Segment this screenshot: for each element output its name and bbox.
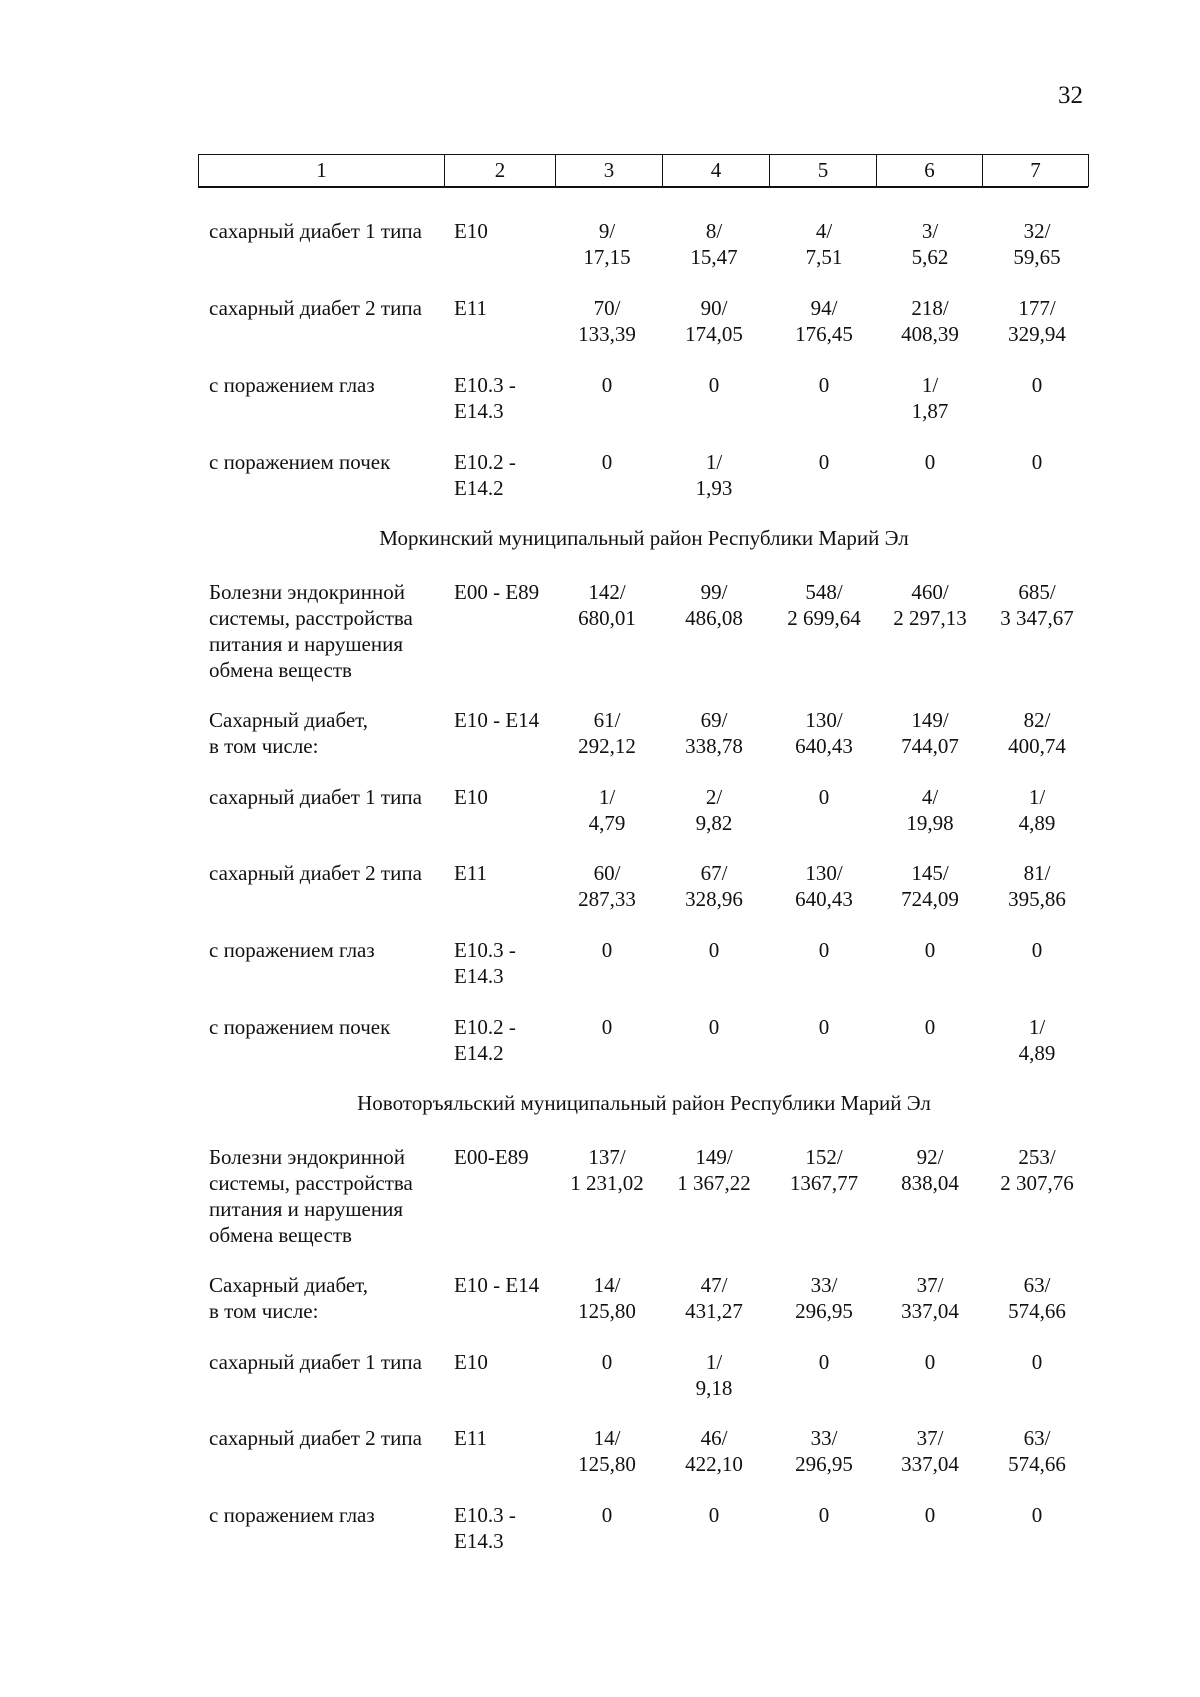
value-col-7: 1/ 4,89 [1018, 785, 1056, 835]
header-col-6: 6 [877, 155, 983, 187]
row-name: с поражением почек [209, 1015, 391, 1039]
value-col-6: 1/ 1,87 [911, 373, 949, 423]
value-col-6: 92/ 838,04 [901, 1145, 959, 1195]
value-col-7: 0 [1031, 1350, 1043, 1374]
header-col-4: 4 [663, 155, 770, 187]
value-col-3: 0 [601, 1350, 613, 1374]
header-col-1: 1 [199, 155, 445, 187]
value-col-4: 0 [708, 938, 720, 962]
value-col-4: 0 [708, 373, 720, 397]
value-col-3: 0 [601, 373, 613, 397]
row-code: E10 [454, 785, 488, 809]
value-col-5: 0 [818, 1015, 830, 1039]
value-col-3: 137/ 1 231,02 [570, 1145, 644, 1195]
value-col-6: 4/ 19,98 [906, 785, 954, 835]
value-col-3: 1/ 4,79 [588, 785, 626, 835]
header-col-5: 5 [770, 155, 877, 187]
value-col-6: 37/ 337,04 [901, 1426, 959, 1476]
row-code: E11 [454, 861, 488, 885]
row-name: сахарный диабет 1 типа [209, 1350, 422, 1374]
value-col-6: 0 [924, 938, 936, 962]
value-col-6: 460/ 2 297,13 [893, 580, 967, 630]
value-col-6: 149/ 744,07 [901, 708, 959, 758]
value-col-5: 33/ 296,95 [795, 1273, 853, 1323]
value-col-7: 685/ 3 347,67 [1000, 580, 1074, 630]
value-col-7: 0 [1031, 938, 1043, 962]
row-code: E10 - E14 [454, 708, 540, 732]
value-col-6: 218/ 408,39 [901, 296, 959, 346]
row-code: E10.3 - E14.3 [454, 373, 516, 423]
row-name: Сахарный диабет, в том числе: [209, 1273, 369, 1323]
value-col-3: 0 [601, 1503, 613, 1527]
header-col-7: 7 [983, 155, 1089, 187]
value-col-7: 81/ 395,86 [1008, 861, 1066, 911]
value-col-5: 130/ 640,43 [795, 708, 853, 758]
value-col-4: 47/ 431,27 [685, 1273, 743, 1323]
value-col-7: 1/ 4,89 [1018, 1015, 1056, 1065]
value-col-5: 94/ 176,45 [795, 296, 853, 346]
row-name: с поражением глаз [209, 1503, 375, 1527]
value-col-6: 0 [924, 1503, 936, 1527]
value-col-4: 67/ 328,96 [685, 861, 743, 911]
row-code: E10 - E14 [454, 1273, 540, 1297]
value-col-4: 46/ 422,10 [685, 1426, 743, 1476]
row-name: Сахарный диабет, в том числе: [209, 708, 369, 758]
value-col-5: 0 [818, 938, 830, 962]
row-code: E10.3 - E14.3 [454, 938, 516, 988]
row-name: с поражением глаз [209, 373, 375, 397]
header-bottom-rule [198, 186, 1088, 188]
value-col-4: 0 [708, 1015, 720, 1039]
row-name: сахарный диабет 2 типа [209, 1426, 422, 1450]
value-col-3: 60/ 287,33 [578, 861, 636, 911]
value-col-7: 82/ 400,74 [1008, 708, 1066, 758]
value-col-5: 33/ 296,95 [795, 1426, 853, 1476]
row-code: E00 - E89 [454, 580, 540, 604]
value-col-5: 0 [818, 450, 830, 474]
row-name: Болезни эндокринной системы, расстройства питания и нарушения обмена веществ [209, 1145, 413, 1247]
value-col-3: 61/ 292,12 [578, 708, 636, 758]
row-name: Болезни эндокринной системы, расстройства питания и нарушения обмена веществ [209, 580, 413, 682]
row-code: E10.2 - E14.2 [454, 1015, 516, 1065]
value-col-4: 90/ 174,05 [685, 296, 743, 346]
value-col-3: 70/ 133,39 [578, 296, 636, 346]
value-col-7: 177/ 329,94 [1008, 296, 1066, 346]
value-col-4: 1/ 9,18 [695, 1350, 733, 1400]
value-col-7: 0 [1031, 373, 1043, 397]
value-col-5: 0 [818, 1503, 830, 1527]
row-code: E11 [454, 1426, 488, 1450]
section-title: Новоторъяльский муниципальный район Республики Марий Эл [357, 1091, 931, 1115]
row-code: E10.3 - E14.3 [454, 1503, 516, 1553]
row-code: E10 [454, 1350, 488, 1374]
row-name: сахарный диабет 2 типа [209, 296, 422, 320]
value-col-6: 0 [924, 1350, 936, 1374]
header-col-3: 3 [556, 155, 663, 187]
value-col-4: 69/ 338,78 [685, 708, 743, 758]
value-col-7: 0 [1031, 450, 1043, 474]
row-name: сахарный диабет 1 типа [209, 785, 422, 809]
value-col-6: 3/ 5,62 [911, 219, 949, 269]
value-col-7: 63/ 574,66 [1008, 1273, 1066, 1323]
value-col-4: 1/ 1,93 [695, 450, 733, 500]
value-col-7: 0 [1031, 1503, 1043, 1527]
row-name: с поражением почек [209, 450, 391, 474]
column-number-header [198, 154, 1089, 187]
page-number: 32 [1058, 82, 1083, 109]
header-col-2: 2 [445, 155, 556, 187]
value-col-6: 0 [924, 1015, 936, 1039]
row-code: E00-E89 [454, 1145, 529, 1169]
value-col-6: 0 [924, 450, 936, 474]
value-col-6: 37/ 337,04 [901, 1273, 959, 1323]
value-col-3: 0 [601, 1015, 613, 1039]
value-col-5: 0 [818, 1350, 830, 1374]
value-col-5: 0 [818, 373, 830, 397]
value-col-7: 253/ 2 307,76 [1000, 1145, 1074, 1195]
value-col-7: 63/ 574,66 [1008, 1426, 1066, 1476]
value-col-4: 8/ 15,47 [690, 219, 738, 269]
value-col-5: 130/ 640,43 [795, 861, 853, 911]
section-title: Моркинский муниципальный район Республики Марий Эл [379, 526, 909, 550]
row-code: E10 [454, 219, 488, 243]
value-col-4: 149/ 1 367,22 [677, 1145, 751, 1195]
value-col-4: 99/ 486,08 [685, 580, 743, 630]
value-col-3: 14/ 125,80 [578, 1273, 636, 1323]
row-name: сахарный диабет 2 типа [209, 861, 422, 885]
value-col-3: 0 [601, 938, 613, 962]
value-col-3: 9/ 17,15 [583, 219, 631, 269]
value-col-3: 0 [601, 450, 613, 474]
value-col-7: 32/ 59,65 [1013, 219, 1061, 269]
value-col-3: 14/ 125,80 [578, 1426, 636, 1476]
value-col-3: 142/ 680,01 [578, 580, 636, 630]
row-code: E10.2 - E14.2 [454, 450, 516, 500]
value-col-5: 548/ 2 699,64 [787, 580, 861, 630]
row-code: E11 [454, 296, 488, 320]
row-name: с поражением глаз [209, 938, 375, 962]
value-col-5: 4/ 7,51 [805, 219, 843, 269]
value-col-4: 2/ 9,82 [695, 785, 733, 835]
value-col-5: 152/ 1367,77 [789, 1145, 859, 1195]
value-col-4: 0 [708, 1503, 720, 1527]
value-col-6: 145/ 724,09 [901, 861, 959, 911]
row-name: сахарный диабет 1 типа [209, 219, 422, 243]
value-col-5: 0 [818, 785, 830, 809]
